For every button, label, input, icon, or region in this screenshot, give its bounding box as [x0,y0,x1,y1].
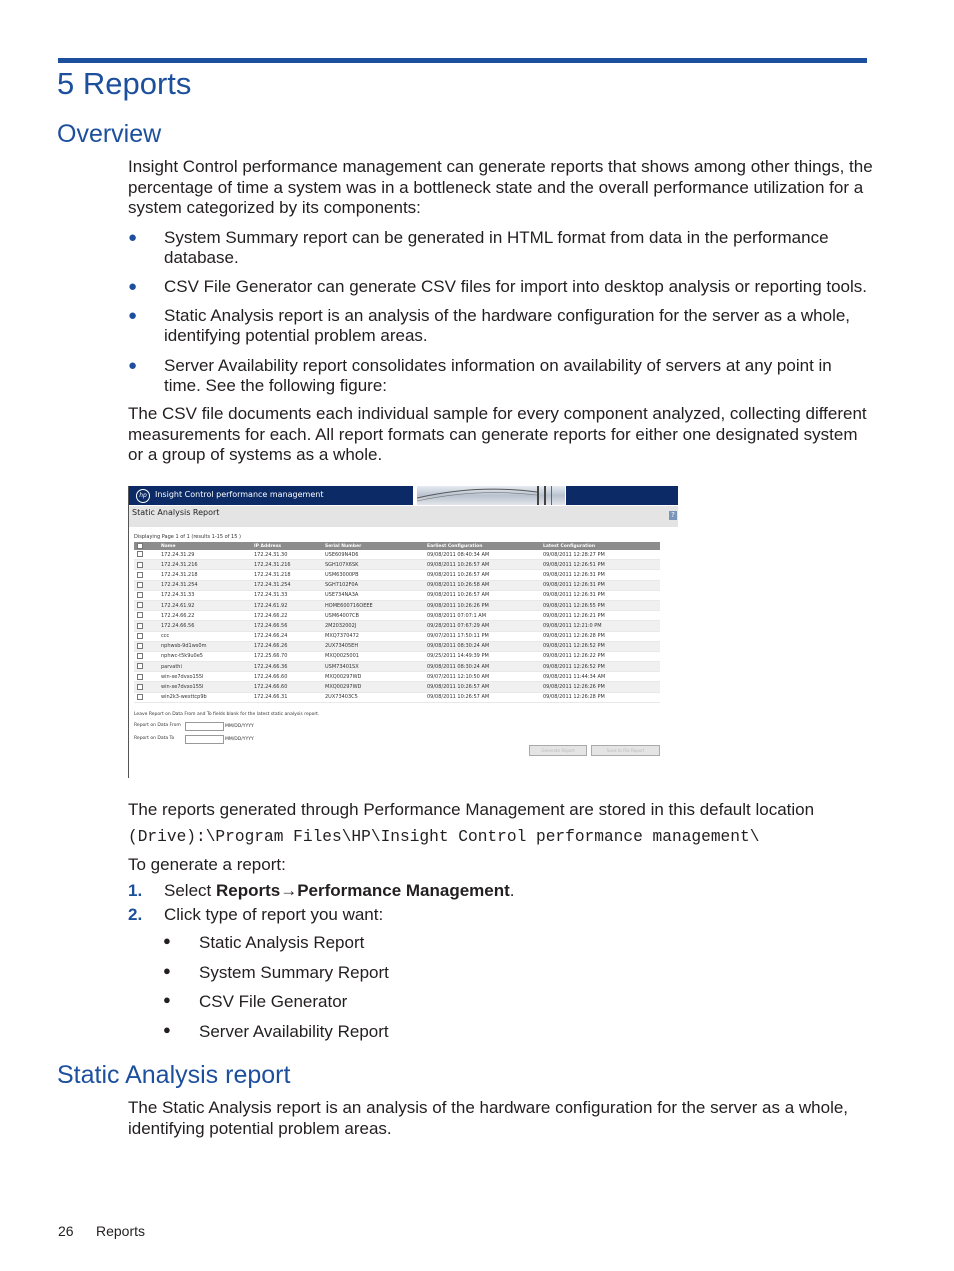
bullet-text: System Summary report can be generated in HTML format from data in the performance database. [164,228,829,267]
table-row [134,580,660,590]
table-cell: MXQ00297WD [322,672,424,682]
table-cell: 172.24.31.254 [251,580,322,590]
report-type-text: Server Availability Report [199,1022,389,1041]
table-cell: 09/08/2011 08:30:24 AM [424,641,540,651]
table-cell: 2M2032002J [322,621,424,631]
to-format: MM/DD/YYYY [225,737,254,742]
table-cell: 09/08/2011 10:26:57 AM [424,682,540,692]
menu-performance-management: Performance Management [297,881,510,900]
table-row [134,672,660,682]
table-cell[interactable]: parvathi [158,662,251,672]
page-title: Static Analysis Report [132,508,220,517]
table-cell: 09/08/2011 12:26:28 PM [540,631,660,641]
date-from-input[interactable] [185,722,224,731]
table-row [134,560,660,570]
table-row [134,631,660,641]
table-cell: 09/08/2011 12:26:31 PM [540,570,660,580]
table-cell: 172.24.66.31 [251,692,322,702]
generate-report-button[interactable]: Generate Report [529,745,587,756]
table-cell: 09/08/2011 12:28:27 PM [540,550,660,560]
row-checkbox[interactable] [134,570,158,580]
table-cell[interactable]: 172.24.31.29 [158,550,251,560]
header-right-bar [566,486,678,505]
table-cell: 172.24.66.60 [251,672,322,682]
table-body [134,550,660,702]
header-banner-image [417,486,565,505]
table-row [134,692,660,702]
table-row [134,621,660,631]
row-checkbox[interactable] [134,641,158,651]
overview-intro: Insight Control performance management can generate reports that shows among other things, the percentage of time a system was in a bottleneck state and the overall performance utilization for a system categorized by its components: [128,157,873,218]
overview-heading: Overview [57,120,162,148]
table-cell: 09/08/2011 08:30:24 AM [424,662,540,672]
table-cell: SGH107X6SK [322,560,424,570]
table-cell: 09/07/2011 17:50:11 PM [424,631,540,641]
chapter-title: 5 Reports [57,66,192,101]
row-checkbox[interactable] [134,560,158,570]
select-all-checkbox[interactable] [134,542,158,550]
table-cell[interactable]: nphwc-t5k9u0e5 [158,651,251,661]
report-type-text: System Summary Report [199,963,389,982]
column-header-ip[interactable]: IP Address [251,542,322,550]
hp-logo-icon: hp [136,489,150,503]
static-analysis-heading: Static Analysis report [57,1061,291,1089]
default-path: (Drive):\Program Files\HP\Insight Control performance management\ [128,828,760,846]
table-cell: 09/07/2011 12:10:50 AM [424,672,540,682]
table-cell[interactable]: 172.24.66.56 [158,621,251,631]
step-number: 1. [128,881,143,900]
table-cell[interactable]: 172.24.61.92 [158,600,251,610]
table-cell: 172.24.66.24 [251,631,322,641]
table-row [134,651,660,661]
table-cell: 172.24.31.218 [251,570,322,580]
table-cell: 2UX73405EH [322,641,424,651]
table-cell: 172.24.66.56 [251,621,322,631]
table-row [134,600,660,610]
location-paragraph: The reports generated through Performance Management are stored in this default location [128,800,815,819]
table-cell: 172.24.61.92 [251,600,322,610]
table-cell: 09/08/2011 10:26:57 AM [424,570,540,580]
table-cell: 09/08/2011 11:44:34 AM [540,672,660,682]
bullet-text: Static Analysis report is an analysis of the hardware configuration for the server as a whole, identifying potential problem areas. [164,306,851,345]
table-cell[interactable]: win-xe7dvxo155l [158,682,251,692]
table-cell: USM73401SX [322,662,424,672]
generate-intro: To generate a report: [128,855,286,874]
table-cell: 09/08/2011 10:26:57 AM [424,692,540,702]
table-cell: 09/08/2011 12:26:52 PM [540,641,660,651]
table-cell: 09/08/2011 10:26:57 AM [424,560,540,570]
table-cell: 172.24.66.26 [251,641,322,651]
table-cell[interactable]: 172.24.31.216 [158,560,251,570]
row-checkbox[interactable] [134,550,158,560]
row-checkbox[interactable] [134,651,158,661]
table-row [134,682,660,692]
table-cell: 172.24.66.22 [251,611,322,621]
column-header-earliest[interactable]: Earliest Configuration [424,542,540,550]
table-row [134,590,660,600]
bullet-icon: ● [128,229,138,246]
table-cell: 172.24.31.33 [251,590,322,600]
row-checkbox[interactable] [134,580,158,590]
table-cell[interactable]: 172.24.31.218 [158,570,251,580]
table-cell: 09/08/2011 07:07:1 AM [424,611,540,621]
table-cell: USM63000PB [322,570,424,580]
table-cell: 09/08/2011 10:26:58 AM [424,580,540,590]
table-cell: 172.24.66.36 [251,662,322,672]
table-row [134,641,660,651]
menu-arrow-icon: → [280,881,298,900]
table-cell: 09/08/2011 12:26:52 PM [540,662,660,672]
chapter-rule [58,58,867,63]
row-checkbox[interactable] [134,631,158,641]
table-row [134,611,660,621]
bullet-icon: ● [128,278,138,295]
row-checkbox[interactable] [134,590,158,600]
table-cell: MXQ7370472 [322,631,424,641]
table-cell: SGH7102F0A [322,580,424,590]
table-row [134,550,660,560]
bridge-icon [417,486,565,505]
table-cell: 09/08/2011 12:26:31 PM [540,590,660,600]
report-type-text: CSV File Generator [199,992,348,1011]
table-cell: 09/08/2011 12:26:31 PM [540,580,660,590]
csv-paragraph: The CSV file documents each individual sample for every component analyzed, collecting different measurements for each. All report formats can generate reports for either one designated system or a group of systems as a whole. [128,404,867,465]
table-cell: MXQ00297WD [322,682,424,692]
bullet-icon: ● [163,992,171,1007]
column-header-latest[interactable]: Latest Configuration [540,542,660,550]
systems-table [134,542,660,703]
row-checkbox[interactable] [134,621,158,631]
table-cell: HOME600716OEEE [322,600,424,610]
column-header-serial[interactable]: Serial Number [322,542,424,550]
step-text: Select Reports→Performance Management. [164,881,515,900]
static-analysis-text: The Static Analysis report is an analysis of the hardware configuration for the server as a whole, identifying potential problem areas. [128,1098,849,1138]
menu-reports: Reports [215,881,281,900]
to-label: Report on Data To [134,736,175,741]
from-format: MM/DD/YYYY [225,724,254,729]
table-row [134,662,660,672]
table-cell: 172.24.31.216 [251,560,322,570]
bullet-icon: ● [128,357,138,374]
table-cell: 09/08/2011 12:26:22 PM [540,651,660,661]
bullet-text: Server Availability report consolidates information on availability of servers at any point in time. See the following figure: [164,356,832,395]
step-text: Click type of report you want: [164,905,384,924]
table-cell: 09/08/2011 12:26:28 PM [540,692,660,702]
static-analysis-screenshot [128,486,678,778]
row-checkbox[interactable] [134,672,158,682]
column-header-name[interactable]: Name [158,542,251,550]
table-row [134,570,660,580]
row-checkbox[interactable] [134,682,158,692]
page-number: 26 [58,1223,74,1239]
table-cell: 172.25.66.70 [251,651,322,661]
app-header [129,486,413,505]
row-checkbox[interactable] [134,692,158,702]
table-cell[interactable]: 172.24.31.33 [158,590,251,600]
table-cell: 09/08/2011 12:26:26 PM [540,682,660,692]
table-cell: 09/08/2011 08:40:34 AM [424,550,540,560]
table-cell: 09/08/2011 12:26:21 PM [540,611,660,621]
table-cell: 172.24.66.60 [251,682,322,692]
table-cell: 172.24.31.30 [251,550,322,560]
save-to-file-button[interactable]: Save to File Report [591,745,660,756]
table-cell[interactable]: 172.24.66.22 [158,611,251,621]
table-cell: USM64007CB [322,611,424,621]
pagination-text: Displaying Page 1 of 1 (results 1-15 of 15 ) [134,534,241,540]
bullet-icon: ● [163,1022,171,1037]
table-cell[interactable]: 172.24.31.254 [158,580,251,590]
help-icon[interactable]: ? [669,511,677,520]
screenshot-border [128,486,129,778]
row-checkbox[interactable] [134,600,158,610]
table-cell[interactable]: win-xe7dvxo155l [158,672,251,682]
table-cell: 09/08/2011 12:26:51 PM [540,560,660,570]
table-cell: 09/25/2011 14:49:39 PM [424,651,540,661]
app-title: Insight Control performance management [155,490,324,499]
table-cell: 09/08/2011 12:26:55 PM [540,600,660,610]
row-checkbox[interactable] [134,611,158,621]
step-number: 2. [128,905,143,924]
table-cell: 2UX73403C5 [322,692,424,702]
table-cell: 09/08/2011 12:21:0 PM [540,621,660,631]
date-note: Leave Report on Data From and To fields blank for the latest static analysis report. [134,712,320,717]
date-to-input[interactable] [185,735,224,744]
from-label: Report on Data From [134,723,181,728]
bullet-icon: ● [163,933,171,948]
table-cell: USE609N4D6 [322,550,424,560]
table-cell[interactable]: win2k3-westtcp9b [158,692,251,702]
footer-section: Reports [96,1223,146,1239]
table-cell[interactable]: ccc [158,631,251,641]
table-cell: 09/28/2011 07:67:29 AM [424,621,540,631]
bullet-text: CSV File Generator can generate CSV files for import into desktop analysis or reporting tools. [164,277,868,296]
report-type-text: Static Analysis Report [199,933,365,952]
table-cell: MXQ0025001 [322,651,424,661]
table-cell: USE734NA3A [322,590,424,600]
table-cell: 09/08/2011 10:26:26 PM [424,600,540,610]
bullet-icon: ● [163,963,171,978]
bullet-icon: ● [128,307,138,324]
row-checkbox[interactable] [134,662,158,672]
table-cell: 09/08/2011 10:26:57 AM [424,590,540,600]
table-cell[interactable]: nphwsb-9d1ws0m [158,641,251,651]
